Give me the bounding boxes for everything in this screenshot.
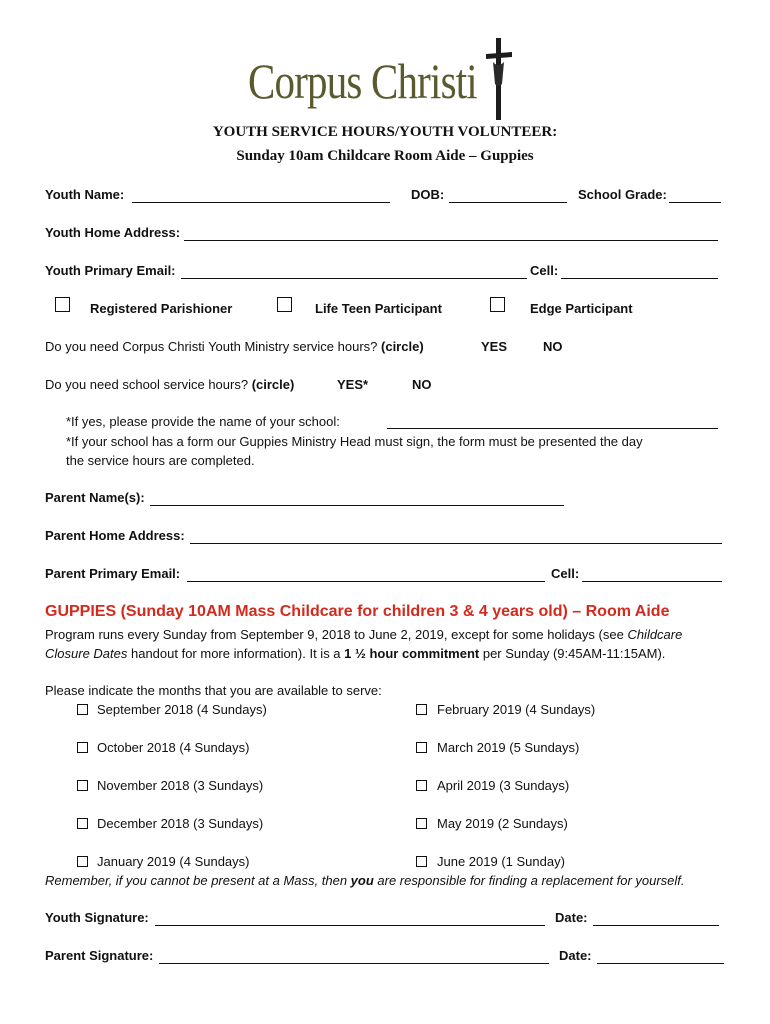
edge-participant-label: Edge Participant xyxy=(530,301,633,316)
school-name-field[interactable] xyxy=(387,414,718,429)
registered-parishioner-label: Registered Parishioner xyxy=(90,301,233,316)
dob-field[interactable] xyxy=(449,188,567,203)
month-checkbox[interactable] xyxy=(77,742,88,753)
parent-signature-label: Parent Signature: xyxy=(45,948,154,963)
school-hours-question-text: Do you need school service hours? xyxy=(45,377,249,392)
month-label: December 2018 (3 Sundays) xyxy=(97,816,264,831)
parent-home-address-label: Parent Home Address: xyxy=(45,528,185,543)
youth-cell-field[interactable] xyxy=(561,264,718,279)
program-desc-bold: 1 ½ hour commitment xyxy=(344,646,480,661)
youth-email-label: Youth Primary Email: xyxy=(45,263,176,278)
months-prompt: Please indicate the months that you are available to serve: xyxy=(45,683,382,698)
month-label: March 2019 (5 Sundays) xyxy=(437,740,580,755)
parent-cell-label: Cell: xyxy=(551,566,580,581)
month-checkbox[interactable] xyxy=(416,704,427,715)
reminder-bold: you xyxy=(350,873,374,888)
school-no-option[interactable]: NO xyxy=(412,377,432,392)
youth-cell-label: Cell: xyxy=(530,263,559,278)
school-grade-label: School Grade: xyxy=(578,187,667,202)
youth-signature-label: Youth Signature: xyxy=(45,910,149,925)
crucifix-icon xyxy=(484,38,514,120)
program-desc-a: Program runs every Sunday from September 9, 2018 to June 2, 2019, except for some holidays (see xyxy=(45,627,628,642)
month-checkbox[interactable] xyxy=(416,742,427,753)
parent-email-field[interactable] xyxy=(187,567,545,582)
program-description xyxy=(45,625,725,663)
parent-home-address-field[interactable] xyxy=(190,529,722,544)
month-label: January 2019 (4 Sundays) xyxy=(97,854,250,869)
reminder-a: Remember, if you cannot be present at a Mass, then xyxy=(45,873,351,888)
ministry-yes-option[interactable]: YES xyxy=(481,339,508,354)
school-yes-option[interactable]: YES* xyxy=(337,377,369,392)
life-teen-label: Life Teen Participant xyxy=(315,301,442,316)
month-label: April 2019 (3 Sundays) xyxy=(437,778,570,793)
program-desc-b: handout for more information). It is a xyxy=(127,646,345,661)
school-form-note-line1: *If your school has a form our Guppies Ministry Head must sign, the form must be presented the day xyxy=(66,434,643,449)
program-heading: GUPPIES (Sunday 10AM Mass Childcare for children 3 & 4 years old) – Room Aide xyxy=(45,603,670,620)
youth-date-field[interactable] xyxy=(593,911,719,926)
school-name-note: *If yes, please provide the name of your school: xyxy=(66,414,340,429)
month-checkbox[interactable] xyxy=(416,856,427,867)
school-grade-field[interactable] xyxy=(669,188,721,203)
program-desc-italic: Childcare Closure Dates xyxy=(45,627,683,661)
parent-signature-field[interactable] xyxy=(159,949,549,964)
youth-signature-field[interactable] xyxy=(155,911,545,926)
life-teen-checkbox[interactable] xyxy=(277,297,292,312)
month-checkbox[interactable] xyxy=(77,704,88,715)
youth-date-label: Date: xyxy=(555,910,588,925)
parent-names-field[interactable] xyxy=(150,491,564,506)
reminder-b: are responsible for finding a replacement for yourself. xyxy=(373,873,685,888)
registered-parishioner-checkbox[interactable] xyxy=(55,297,70,312)
month-label: November 2018 (3 Sundays) xyxy=(97,778,264,793)
month-checkbox[interactable] xyxy=(77,856,88,867)
month-label: October 2018 (4 Sundays) xyxy=(97,740,250,755)
parent-names-label: Parent Name(s): xyxy=(45,490,145,505)
circle-instruction: (circle) xyxy=(251,377,295,392)
ministry-hours-question xyxy=(45,339,424,354)
parent-date-field[interactable] xyxy=(597,949,724,964)
dob-label: DOB: xyxy=(411,187,445,202)
ministry-hours-question-text: Do you need Corpus Christi Youth Ministry service hours? xyxy=(45,339,378,354)
parent-date-label: Date: xyxy=(559,948,592,963)
month-checkbox[interactable] xyxy=(416,780,427,791)
month-checkbox[interactable] xyxy=(77,818,88,829)
parent-cell-field[interactable] xyxy=(582,567,722,582)
school-hours-question xyxy=(45,377,294,392)
youth-home-address-field[interactable] xyxy=(184,226,718,241)
form-subtitle: Sunday 10am Childcare Room Aide – Guppies xyxy=(236,148,534,164)
edge-participant-checkbox[interactable] xyxy=(490,297,505,312)
month-label: September 2018 (4 Sundays) xyxy=(97,702,267,717)
corpus-christi-logo xyxy=(248,38,538,118)
ministry-no-option[interactable]: NO xyxy=(543,339,563,354)
month-checkbox[interactable] xyxy=(77,780,88,791)
form-title: YOUTH SERVICE HOURS/YOUTH VOLUNTEER: xyxy=(212,124,558,140)
youth-email-field[interactable] xyxy=(181,264,527,279)
parent-email-label: Parent Primary Email: xyxy=(45,566,181,581)
reminder-note xyxy=(45,873,685,888)
youth-name-label: Youth Name: xyxy=(45,187,125,202)
logo-text: Corpus Christi xyxy=(248,53,477,109)
program-desc-c: per Sunday (9:45AM-11:15AM). xyxy=(479,646,666,661)
school-form-note-line2: the service hours are completed. xyxy=(66,453,255,468)
month-label: June 2019 (1 Sunday) xyxy=(437,854,565,869)
circle-instruction: (circle) xyxy=(381,339,424,354)
month-label: May 2019 (2 Sundays) xyxy=(437,816,568,831)
youth-name-field[interactable] xyxy=(132,188,390,203)
month-checkbox[interactable] xyxy=(416,818,427,829)
month-label: February 2019 (4 Sundays) xyxy=(437,702,596,717)
youth-home-address-label: Youth Home Address: xyxy=(45,225,181,240)
